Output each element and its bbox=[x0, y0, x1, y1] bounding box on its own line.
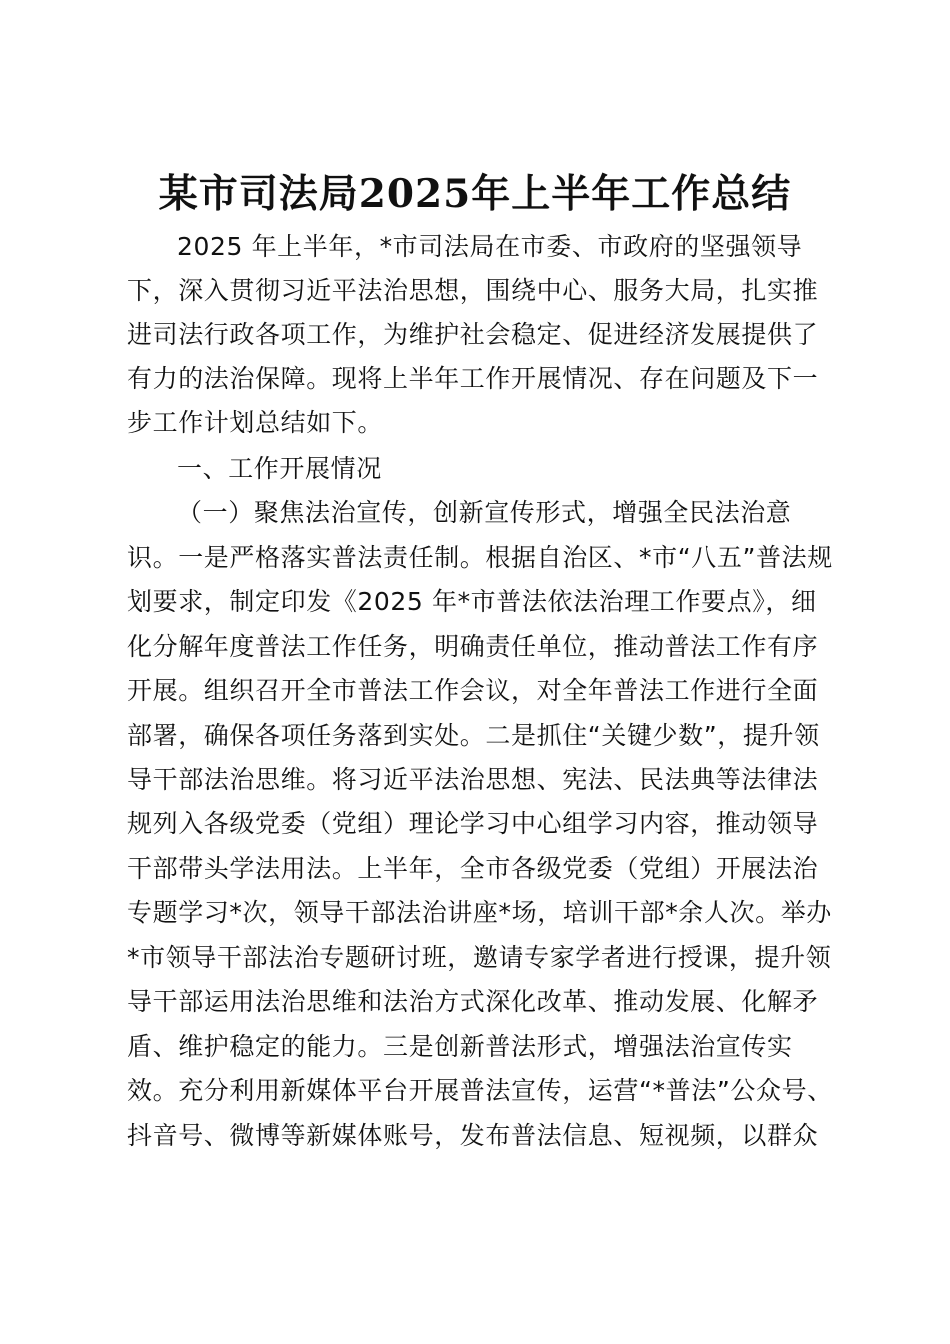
paragraph-line: 划要求，制定印发《2025 年*市普法依法治理工作要点》，细 bbox=[127, 587, 817, 616]
paragraph-line: 效。充分利用新媒体平台开展普法宣传，运营“*普法”公众号、 bbox=[127, 1076, 833, 1105]
paragraph-line: （一）聚焦法治宣传，创新宣传形式，增强全民法治意 bbox=[177, 498, 792, 527]
paragraph-line: 下，深入贯彻习近平法治思想，围绕中心、服务大局，扎实推 bbox=[127, 276, 819, 305]
paragraph-line: 化分解年度普法工作任务，明确责任单位，推动普法工作有序 bbox=[127, 632, 819, 661]
paragraph-line: 部署，确保各项任务落到实处。二是抓住“关键少数”，提升领 bbox=[127, 721, 820, 750]
paragraph-line: 导干部运用法治思维和法治方式深化改革、推动发展、化解矛 bbox=[127, 987, 819, 1016]
section-heading: 一、工作开展情况 bbox=[177, 454, 382, 483]
paragraph-line: 盾、维护稳定的能力。三是创新普法形式，增强法治宣传实 bbox=[127, 1032, 793, 1061]
paragraph-line: 开展。组织召开全市普法工作会议，对全年普法工作进行全面 bbox=[127, 676, 819, 705]
document-title: 某市司法局2025年上半年工作总结 bbox=[158, 171, 792, 217]
paragraph-line: 进司法行政各项工作，为维护社会稳定、促进经济发展提供了 bbox=[127, 320, 819, 349]
paragraph-line: 专题学习*次，领导干部法治讲座*场，培训干部*余人次。举办 bbox=[127, 898, 832, 927]
paragraph-line: 导干部法治思维。将习近平法治思想、宪法、民法典等法律法 bbox=[127, 765, 819, 794]
paragraph-line: 2025 年上半年，*市司法局在市委、市政府的坚强领导 bbox=[177, 232, 803, 261]
paragraph-line: *市领导干部法治专题研讨班，邀请专家学者进行授课，提升领 bbox=[127, 943, 832, 972]
paragraph-line: 干部带头学法用法。上半年，全市各级党委（党组）开展法治 bbox=[127, 854, 819, 883]
paragraph-line: 抖音号、微博等新媒体账号，发布普法信息、短视频，以群众 bbox=[127, 1121, 819, 1150]
paragraph-line: 有力的法治保障。现将上半年工作开展情况、存在问题及下一 bbox=[127, 364, 819, 393]
paragraph-line: 步工作计划总结如下。 bbox=[127, 408, 384, 437]
paragraph-line: 识。一是严格落实普法责任制。根据自治区、*市“八五”普法规 bbox=[127, 543, 833, 572]
paragraph-line: 规列入各级党委（党组）理论学习中心组学习内容，推动领导 bbox=[127, 809, 819, 838]
